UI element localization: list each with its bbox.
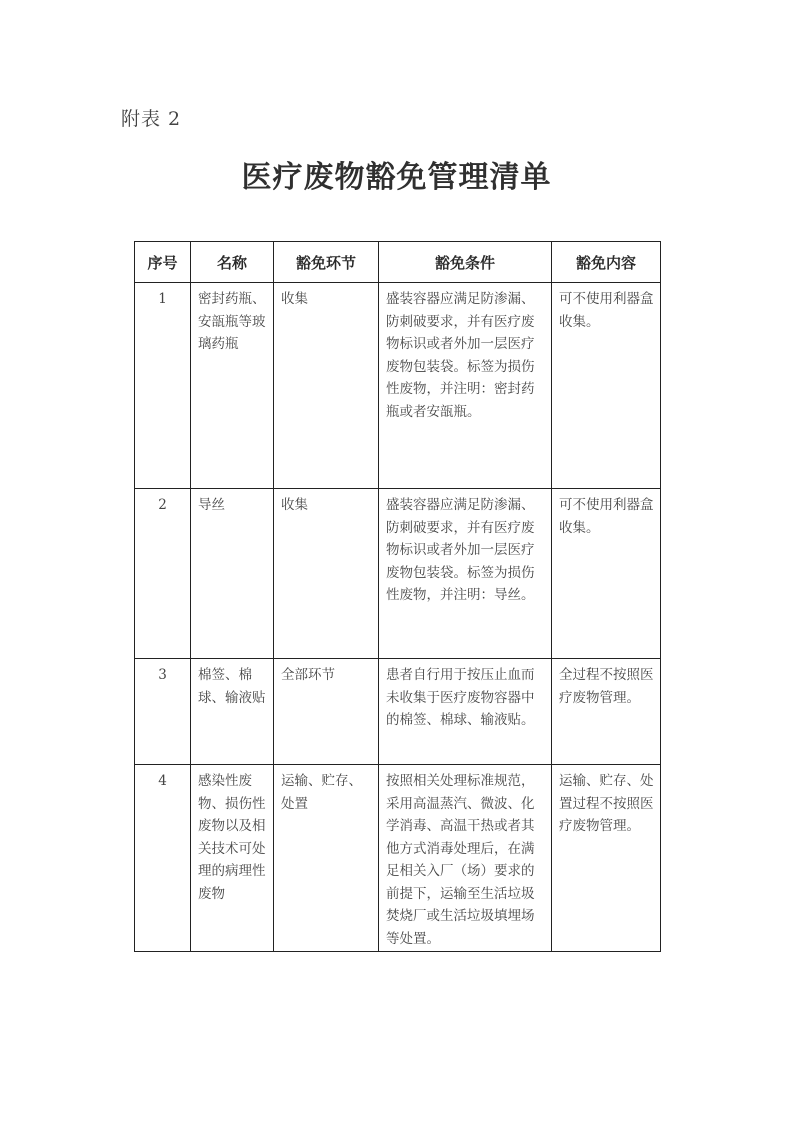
page-title: 医疗废物豁免管理清单 <box>241 160 552 195</box>
cell-exemption-content: 运输、贮存、处置过程不按照医疗废物管理。 <box>552 765 661 952</box>
cell-serial-number: 1 <box>135 283 191 489</box>
cell-exemption-content: 可不使用利器盒收集。 <box>552 489 661 659</box>
exemption-table <box>134 241 661 952</box>
header-serial-number: 序号 <box>135 242 191 283</box>
header-exemption-stage: 豁免环节 <box>274 242 379 283</box>
cell-exemption-condition: 盛装容器应满足防渗漏、防刺破要求，并有医疗废物标识或者外加一层医疗废物包装袋。标签为损伤性废物，并注明：密封药瓶或者安瓿瓶。 <box>379 283 552 489</box>
table-row <box>135 283 661 489</box>
header-exemption-content: 豁免内容 <box>552 242 661 283</box>
table-header-row <box>135 242 661 283</box>
cell-serial-number: 2 <box>135 489 191 659</box>
cell-exemption-condition: 盛装容器应满足防渗漏、防刺破要求，并有医疗废物标识或者外加一层医疗废物包装袋。标签为损伤性废物，并注明：导丝。 <box>379 489 552 659</box>
cell-name: 导丝 <box>191 489 274 659</box>
cell-exemption-stage: 运输、贮存、处置 <box>274 765 379 952</box>
cell-exemption-stage: 全部环节 <box>274 659 379 765</box>
cell-exemption-stage: 收集 <box>274 283 379 489</box>
cell-name: 棉签、棉球、输液贴 <box>191 659 274 765</box>
cell-exemption-stage: 收集 <box>274 489 379 659</box>
header-name: 名称 <box>191 242 274 283</box>
table-row <box>135 489 661 659</box>
table-row <box>135 765 661 952</box>
cell-exemption-content: 全过程不按照医疗废物管理。 <box>552 659 661 765</box>
annex-label: 附表 2 <box>121 108 182 130</box>
cell-exemption-content: 可不使用利器盒收集。 <box>552 283 661 489</box>
header-exemption-condition: 豁免条件 <box>379 242 552 283</box>
cell-serial-number: 3 <box>135 659 191 765</box>
cell-serial-number: 4 <box>135 765 191 952</box>
cell-name: 密封药瓶、安瓿瓶等玻璃药瓶 <box>191 283 274 489</box>
cell-exemption-condition: 患者自行用于按压止血而未收集于医疗废物容器中的棉签、棉球、输液贴。 <box>379 659 552 765</box>
table-row <box>135 659 661 765</box>
cell-exemption-condition: 按照相关处理标准规范，采用高温蒸汽、微波、化学消毒、高温干热或者其他方式消毒处理后，在满足相关入厂（场）要求的前提下，运输至生活垃圾焚烧厂或生活垃圾填埋场等处置。 <box>379 765 552 952</box>
cell-name: 感染性废物、损伤性废物以及相关技术可处理的病理性废物 <box>191 765 274 952</box>
